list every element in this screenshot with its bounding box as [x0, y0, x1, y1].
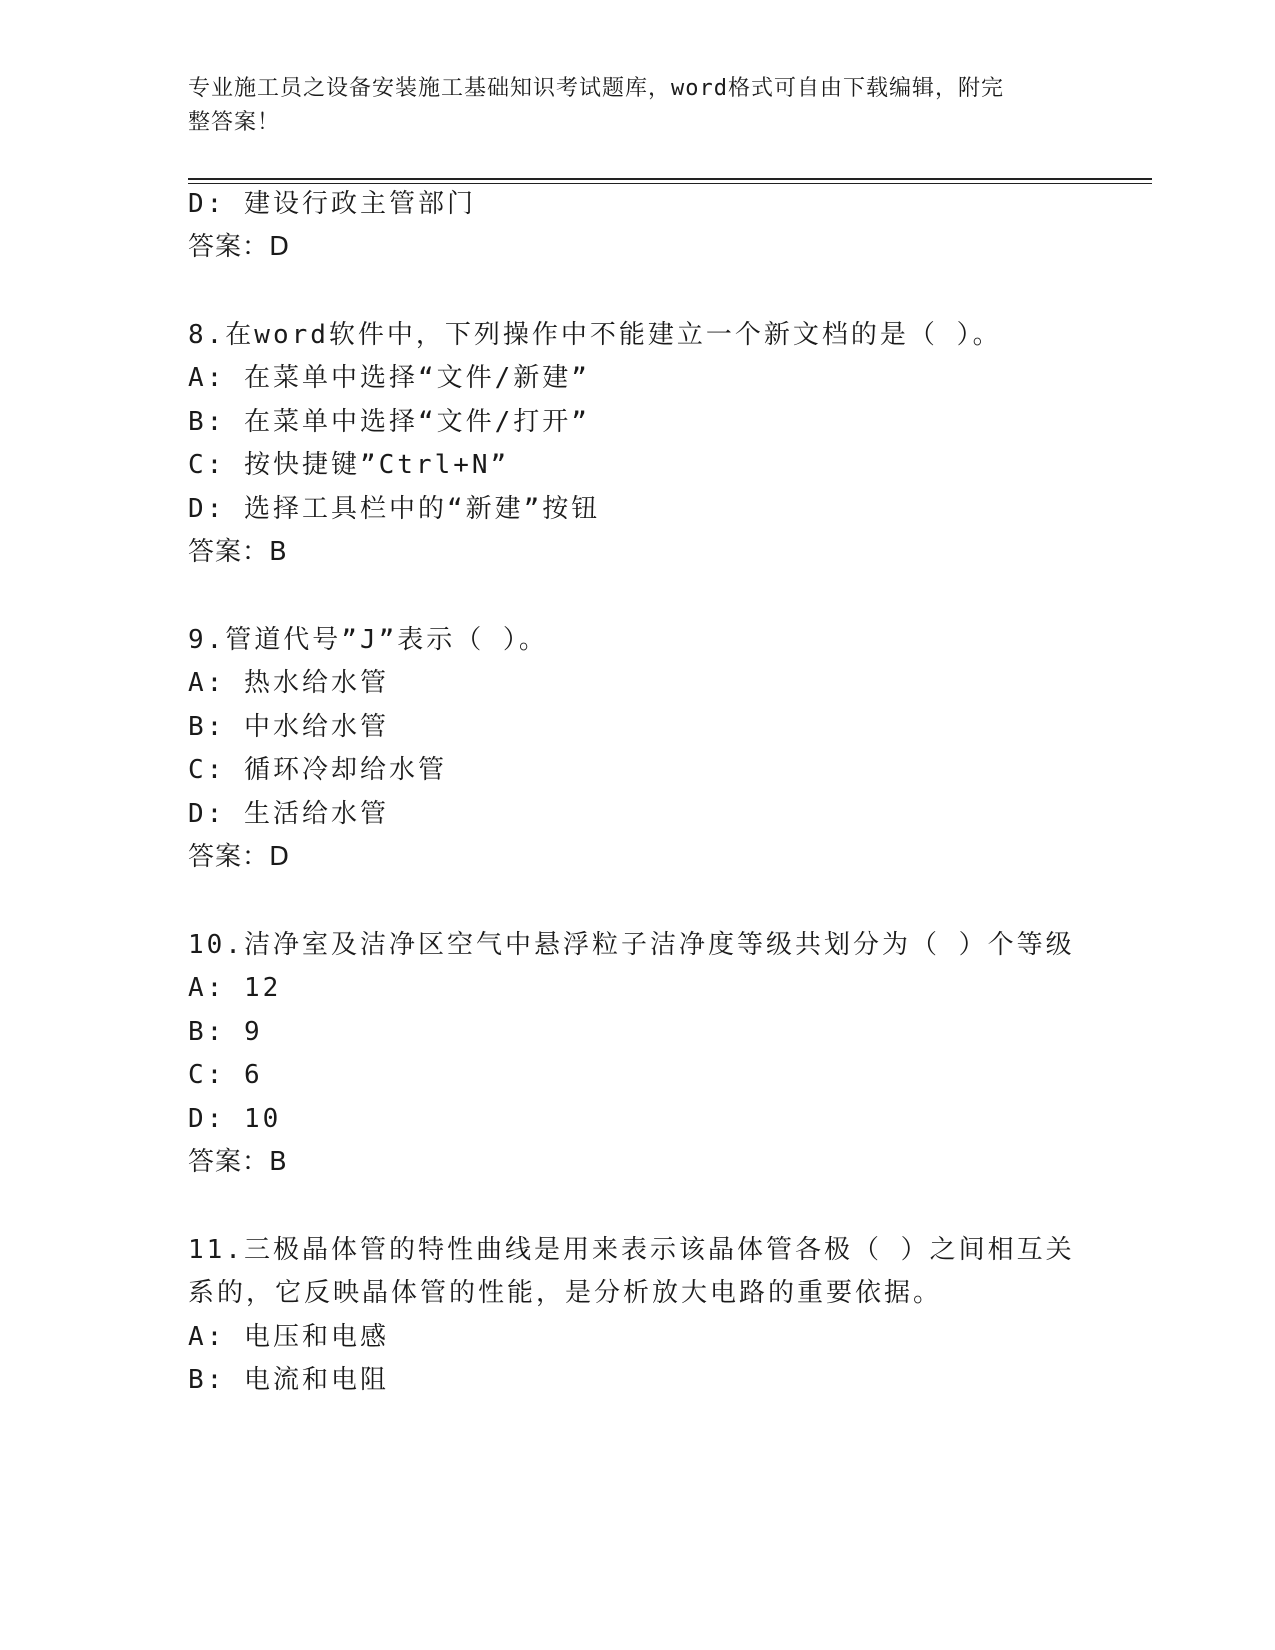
q8-option-d: D: 选择工具栏中的“新建”按钮 — [188, 494, 601, 524]
document-header — [188, 72, 1068, 140]
q10-option-d: D: 10 — [188, 1104, 282, 1134]
header-line-1: 专业施工员之设备安装施工基础知识考试题库，word格式可自由下载编辑，附完 — [188, 76, 1004, 101]
header-divider-bottom — [188, 183, 1152, 184]
q9-option-d: D: 生活给水管 — [188, 799, 389, 829]
q9-option-c: C: 循环冷却给水管 — [188, 755, 447, 785]
q11-question-line-2: 系的，它反映晶体管的性能，是分析放大电路的重要依据。 — [188, 1278, 943, 1308]
q11-option-a: A: 电压和电感 — [188, 1322, 389, 1352]
q8-question: 8.在word软件中，下列操作中不能建立一个新文档的是（ ）。 — [188, 320, 1002, 350]
q9-option-a: A: 热水给水管 — [188, 668, 389, 698]
q9-answer: 答案：D — [188, 842, 291, 872]
q11-question-line-1: 11.三极晶体管的特性曲线是用来表示该晶体管各极（ ）之间相互关 — [188, 1235, 1075, 1265]
q9-option-b: B: 中水给水管 — [188, 712, 389, 742]
q8-answer: 答案：B — [188, 537, 288, 567]
q10-option-a: A: 12 — [188, 973, 282, 1003]
q11-option-b: B: 电流和电阻 — [188, 1365, 389, 1395]
q8-option-a: A: 在菜单中选择“文件/新建” — [188, 363, 590, 393]
q10-option-b: B: 9 — [188, 1017, 263, 1047]
q8-option-c: C: 按快捷键”Ctrl+N” — [188, 450, 510, 480]
q9-question: 9.管道代号”J”表示（ ）。 — [188, 625, 548, 655]
prev-answer: 答案：D — [188, 232, 291, 262]
header-line-2: 整答案！ — [188, 110, 281, 135]
q10-option-c: C: 6 — [188, 1060, 263, 1090]
q10-answer: 答案：B — [188, 1147, 288, 1177]
q10-question: 10.洁净室及洁净区空气中悬浮粒子洁净度等级共划分为（ ）个等级 — [188, 930, 1075, 960]
header-divider-top — [188, 178, 1152, 180]
q8-option-b: B: 在菜单中选择“文件/打开” — [188, 407, 590, 437]
prev-option-d: D: 建设行政主管部门 — [188, 189, 476, 219]
